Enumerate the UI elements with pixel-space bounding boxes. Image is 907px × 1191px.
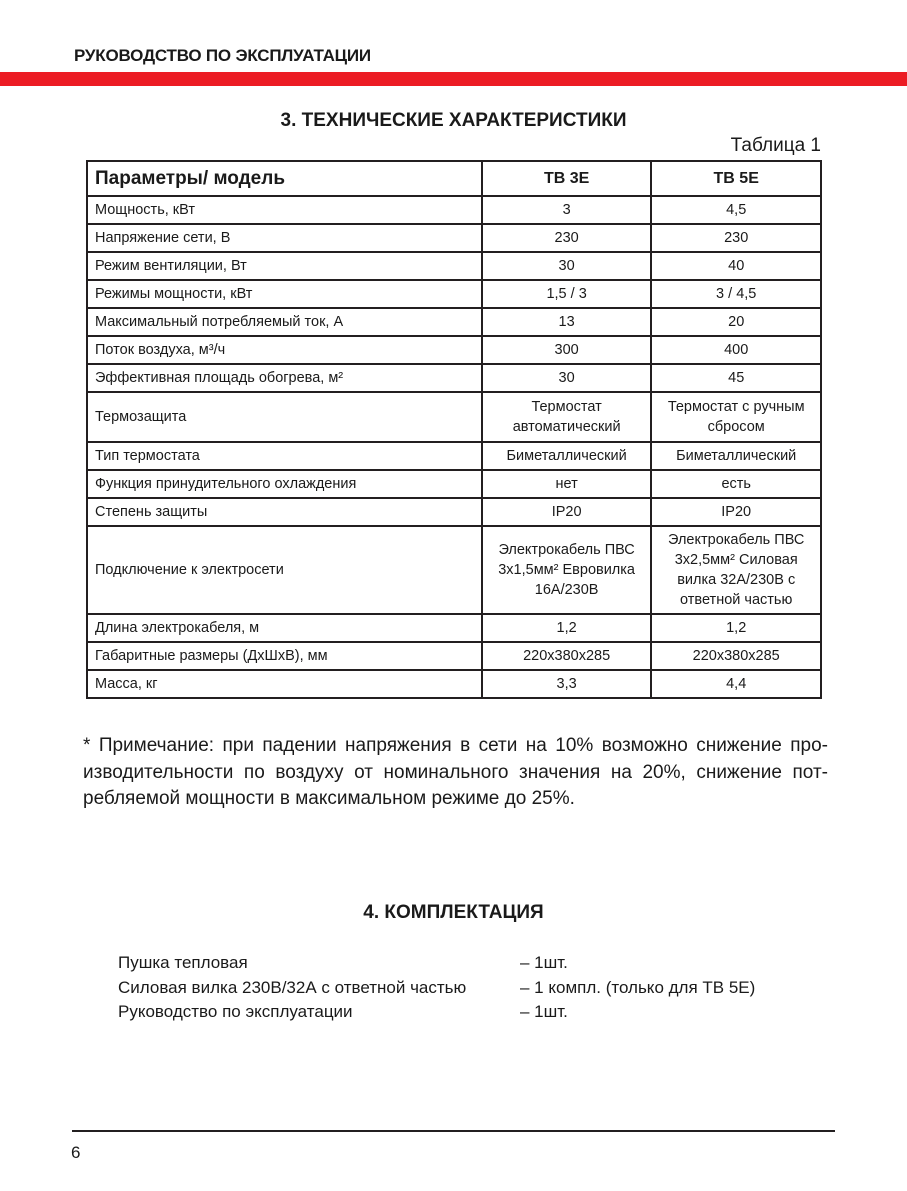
value-tv3e: 13 xyxy=(482,308,652,336)
param-label: Мощность, кВт xyxy=(87,196,482,224)
param-label: Режим вентиляции, Вт xyxy=(87,252,482,280)
value-tv3e: нет xyxy=(482,470,652,498)
param-label: Длина электрокабеля, м xyxy=(87,614,482,642)
param-label: Режимы мощности, кВт xyxy=(87,280,482,308)
table-row xyxy=(87,224,821,252)
value-tv3e: Биметаллический xyxy=(482,442,652,470)
list-item xyxy=(118,976,755,1001)
param-label: Напряжение сети, В xyxy=(87,224,482,252)
value-tv5e: Термостат с ручным сбросом xyxy=(651,392,821,442)
table-row xyxy=(87,442,821,470)
section-4-title: 4. КОМПЛЕКТАЦИЯ xyxy=(363,902,544,923)
table-row xyxy=(87,526,821,614)
item-name: Пушка тепловая xyxy=(118,953,248,973)
footer-divider xyxy=(72,1130,835,1132)
table-header-row xyxy=(87,161,821,196)
specifications-table xyxy=(86,160,822,699)
value-tv3e: 1,2 xyxy=(482,614,652,642)
param-label: Степень защиты xyxy=(87,498,482,526)
value-tv3e: 3 xyxy=(482,196,652,224)
value-tv5e: 400 xyxy=(651,336,821,364)
value-tv3e: 1,5 / 3 xyxy=(482,280,652,308)
value-tv3e: 220х380х285 xyxy=(482,642,652,670)
param-label: Габаритные размеры (ДхШхВ), мм xyxy=(87,642,482,670)
value-tv5e: есть xyxy=(651,470,821,498)
section-3-title: 3. ТЕХНИЧЕСКИЕ ХАРАКТЕРИСТИКИ xyxy=(280,110,627,131)
running-header-title: РУКОВОДСТВО ПО ЭКСПЛУАТАЦИИ xyxy=(74,46,371,65)
value-tv5e: 40 xyxy=(651,252,821,280)
table-row xyxy=(87,308,821,336)
value-tv5e: 4,4 xyxy=(651,670,821,698)
table-row xyxy=(87,364,821,392)
value-tv3e: 230 xyxy=(482,224,652,252)
package-contents-list xyxy=(118,951,755,1025)
value-tv5e: 1,2 xyxy=(651,614,821,642)
value-tv3e: Электрокабель ПВС 3х1,5мм² Евровилка 16А/230В xyxy=(482,526,652,614)
table-row xyxy=(87,470,821,498)
item-quantity: – 1шт. xyxy=(520,1002,568,1022)
item-quantity: – 1шт. xyxy=(520,953,568,973)
table-row xyxy=(87,280,821,308)
item-name: Силовая вилка 230В/32А с ответной частью xyxy=(118,977,467,997)
table-row xyxy=(87,252,821,280)
param-label: Масса, кг xyxy=(87,670,482,698)
table-row xyxy=(87,642,821,670)
table-row xyxy=(87,336,821,364)
value-tv5e: 20 xyxy=(651,308,821,336)
value-tv3e: 300 xyxy=(482,336,652,364)
value-tv3e: IP20 xyxy=(482,498,652,526)
header-parameters: Параметры/ модель xyxy=(87,161,482,196)
param-label: Подключение к электросети xyxy=(87,526,482,614)
value-tv5e: 230 xyxy=(651,224,821,252)
table-row xyxy=(87,614,821,642)
value-tv5e: Электрокабель ПВС 3х2,5мм² Силовая вилка 32А/230В с ответной частью xyxy=(651,526,821,614)
table-caption: Таблица 1 xyxy=(730,135,821,156)
page-number: 6 xyxy=(71,1143,81,1162)
item-name: Руководство по эксплуатации xyxy=(118,1002,353,1022)
table-row xyxy=(87,498,821,526)
table-row xyxy=(87,392,821,442)
value-tv5e: 220х380х285 xyxy=(651,642,821,670)
value-tv3e: 3,3 xyxy=(482,670,652,698)
footnote: * Примечание: при падении напряжения в сети на 10% возможно снижение про-изводительности по воздуху от номинального значения на 20%, снижение пот-ребляемой мощности в максимальном режиме до 25%. xyxy=(83,735,828,809)
table-row xyxy=(87,196,821,224)
item-quantity: – 1 компл. (только для ТВ 5Е) xyxy=(520,977,756,997)
value-tv5e: 3 / 4,5 xyxy=(651,280,821,308)
param-label: Функция принудительного охлаждения xyxy=(87,470,482,498)
value-tv3e: 30 xyxy=(482,252,652,280)
param-label: Эффективная площадь обогрева, м² xyxy=(87,364,482,392)
param-label: Термозащита xyxy=(87,392,482,442)
value-tv5e: 4,5 xyxy=(651,196,821,224)
param-label: Тип термостата xyxy=(87,442,482,470)
param-label: Максимальный потребляемый ток, А xyxy=(87,308,482,336)
value-tv5e: IP20 xyxy=(651,498,821,526)
value-tv3e: 30 xyxy=(482,364,652,392)
table-row xyxy=(87,670,821,698)
value-tv5e: 45 xyxy=(651,364,821,392)
param-label: Поток воздуха, м³/ч xyxy=(87,336,482,364)
header-accent-band xyxy=(0,72,907,86)
header-model-tv3e: ТВ 3Е xyxy=(482,161,652,196)
list-item xyxy=(118,1000,755,1025)
value-tv5e: Биметаллический xyxy=(651,442,821,470)
header-model-tv5e: ТВ 5Е xyxy=(651,161,821,196)
value-tv3e: Термостат автоматический xyxy=(482,392,652,442)
list-item xyxy=(118,951,755,976)
